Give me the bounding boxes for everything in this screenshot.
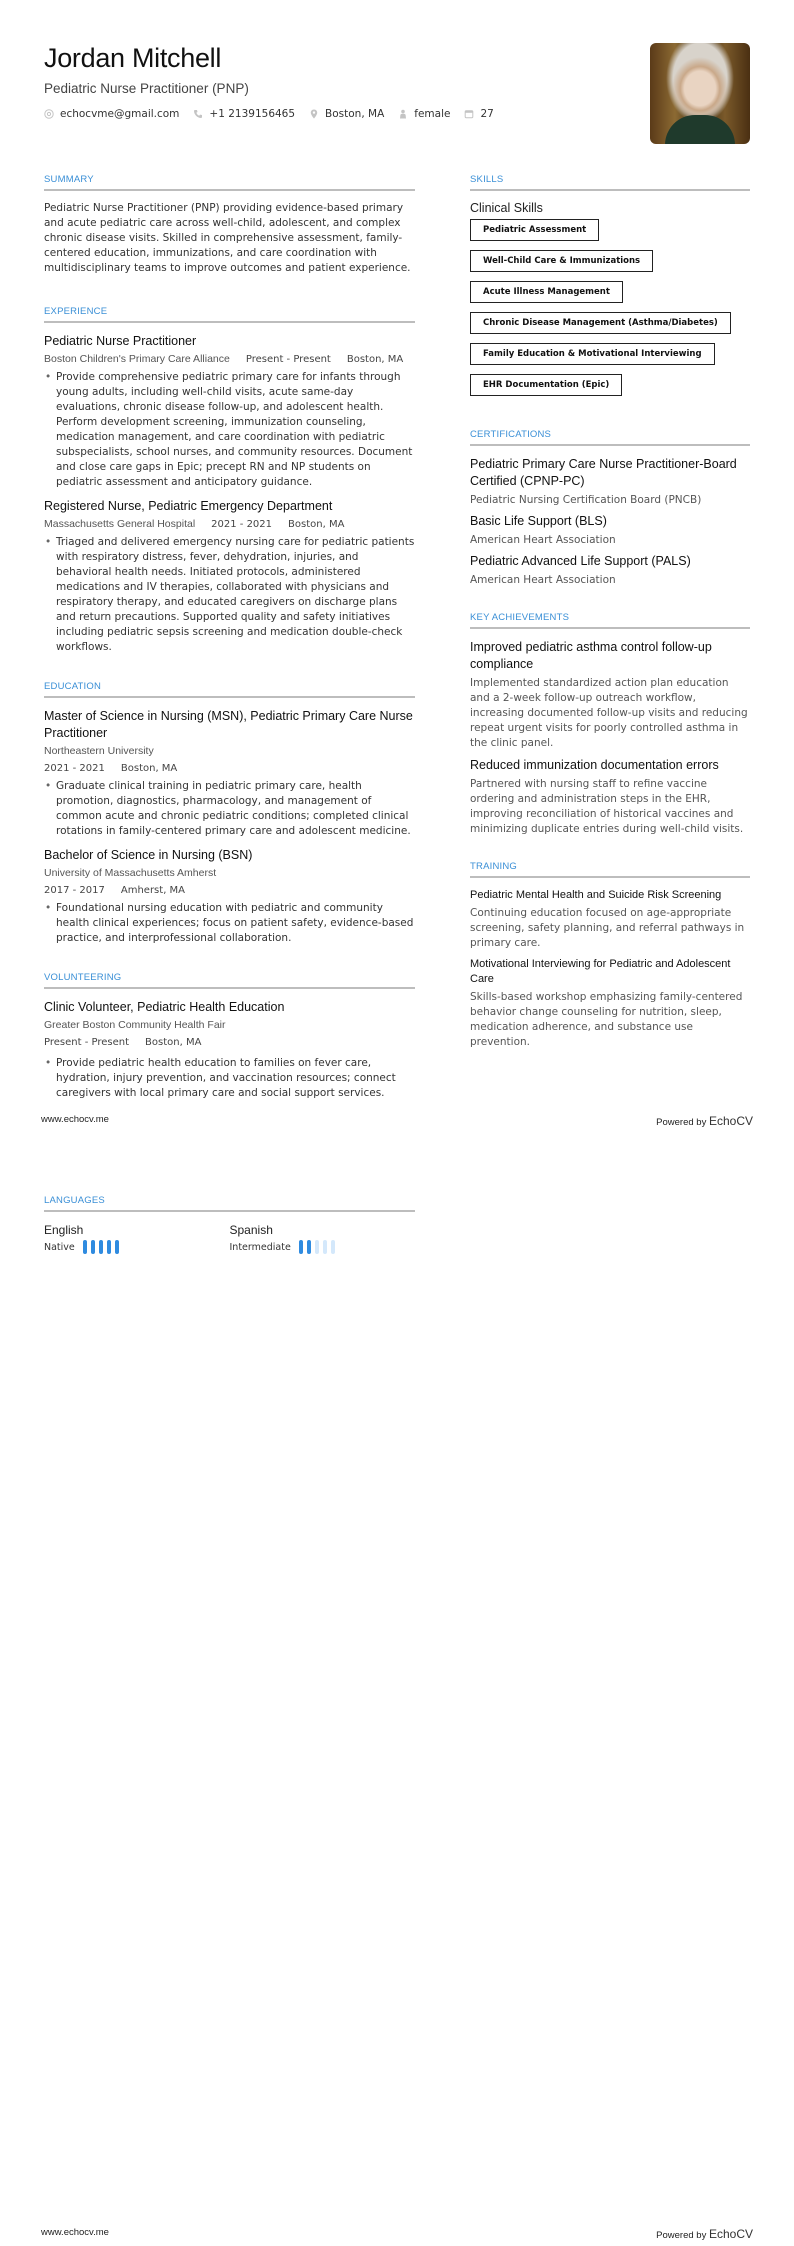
contact-email[interactable] xyxy=(44,108,179,120)
edu-meta xyxy=(44,761,415,776)
calendar-icon xyxy=(464,109,474,119)
proficiency-bar-empty xyxy=(323,1240,327,1254)
skill-tag: Family Education & Motivational Interviewing xyxy=(470,343,715,365)
job-dates: Present - Present xyxy=(245,354,331,365)
education-item xyxy=(44,847,415,946)
candidate-title: Pediatric Nurse Practitioner (PNP) xyxy=(44,81,249,96)
proficiency-bar-empty xyxy=(331,1240,335,1254)
volunteering-item xyxy=(44,999,415,1101)
proficiency-bar-filled xyxy=(115,1240,119,1254)
cert-issuer: Pediatric Nursing Certification Board (PNCB) xyxy=(470,494,702,506)
powered-by-text: Powered by xyxy=(656,2230,707,2241)
summary-section xyxy=(44,174,415,276)
languages-list xyxy=(44,1222,415,1254)
achievement-desc: Partnered with nursing staff to refine vaccine ordering and administration steps in the EHR, improving reconciliation of historical vaccines and minimizing duplicate entries during well-child visits. xyxy=(470,778,744,835)
language-level-row xyxy=(44,1240,230,1254)
contact-gender xyxy=(398,108,450,120)
experience-heading: EXPERIENCE xyxy=(44,306,415,323)
languages-section xyxy=(44,1195,415,1254)
cert-issuer: American Heart Association xyxy=(470,534,616,546)
edu-bullets xyxy=(44,779,415,839)
achievement-desc: Implemented standardized action plan education and a 2-week follow-up outreach workflow, increasing documented follow-up visits and reducing repeat urgent visits for poorly controlled asthma in the clinic panel. xyxy=(470,677,748,749)
school: University of Massachusetts Amherst xyxy=(44,867,217,879)
edu-dates: 2021 - 2021 xyxy=(44,763,105,774)
skill-tags xyxy=(470,219,750,405)
achievements-heading: KEY ACHIEVEMENTS xyxy=(470,612,750,629)
training-title: Pediatric Mental Health and Suicide Risk Screening xyxy=(470,889,722,901)
achievement-title: Reduced immunization documentation errors xyxy=(470,758,719,772)
language-level-row xyxy=(230,1240,416,1254)
summary-heading: SUMMARY xyxy=(44,174,415,191)
achievements-section xyxy=(470,612,750,837)
experience-item xyxy=(44,333,415,490)
experience-item xyxy=(44,498,415,655)
job-title: Pediatric Nurse Practitioner xyxy=(44,334,197,348)
volunteer-dates: Present - Present xyxy=(44,1037,130,1048)
job-bullet: • Provide comprehensive pediatric primary care for infants through young adults, including well-child visits, acute same-day evaluations, chronic disease follow-up, and adolescent health. Perform development screening, immunization counseling, medication management, and care coordination with pediatric subspecialists, school nurses, and community resources. Document and close care gaps in Epic; precept RN and NP students on pediatric assessment and anticipatory guidance. xyxy=(44,370,415,490)
training-heading: TRAINING xyxy=(470,861,750,878)
volunteer-bullet: • Provide pediatric health education to families on fever care, hydration, injury prevention, and vaccination resources; connect caregivers with local primary care and social support services. xyxy=(44,1056,415,1101)
job-dates: 2021 - 2021 xyxy=(211,519,273,530)
edu-meta xyxy=(44,883,415,898)
job-bullet: • Triaged and delivered emergency nursing care for pediatric patients with respiratory distress, fever, dehydration, injuries, and behavioral health needs. Initiated protocols, administered medications and IV therapies, collaborated with physicians and respiratory therapy, and educated caregivers on discharge plans and return precautions. Supported quality and safety initiatives including pediatric sepsis screening and medication double-check workflows. xyxy=(44,535,415,655)
education-item xyxy=(44,708,415,839)
job-location: Boston, MA xyxy=(288,519,345,530)
job-location: Boston, MA xyxy=(346,354,404,365)
school-row xyxy=(44,866,415,881)
brand-name: EchoCV xyxy=(708,2227,753,2241)
skills-heading: SKILLS xyxy=(470,174,750,191)
phone-text: +1 2139156465 xyxy=(209,108,296,120)
skill-tag: Acute Illness Management xyxy=(470,281,623,303)
edu-dates: 2017 - 2017 xyxy=(44,885,105,896)
proficiency-bar-filled xyxy=(91,1240,95,1254)
job-meta xyxy=(44,517,415,532)
right-column xyxy=(470,174,750,1056)
languages-heading: LANGUAGES xyxy=(44,1195,415,1212)
job-meta xyxy=(44,352,415,367)
training-desc: Skills-based workshop emphasizing family-centered behavior change counseling for nutrition, sleep, medication adherence, and substance use prevention. xyxy=(470,991,743,1048)
achievement-item xyxy=(470,757,750,837)
job-bullets xyxy=(44,370,415,490)
brand-name: EchoCV xyxy=(708,1114,753,1128)
language-name: Spanish xyxy=(229,1223,273,1237)
achievement-item xyxy=(470,639,750,751)
experience-section xyxy=(44,306,415,655)
profile-photo xyxy=(650,43,750,144)
edu-location: Boston, MA xyxy=(120,763,178,774)
cert-issuer: American Heart Association xyxy=(470,574,616,586)
contact-row xyxy=(44,108,604,120)
language-level: Native xyxy=(44,1241,75,1253)
person-icon xyxy=(398,109,408,119)
footer-powered-by xyxy=(656,1114,753,1128)
edu-location: Amherst, MA xyxy=(120,885,186,896)
left-column xyxy=(44,174,415,1109)
employer: Massachusetts General Hospital xyxy=(44,518,196,530)
certifications-heading: CERTIFICATIONS xyxy=(470,429,750,446)
at-icon xyxy=(44,109,54,119)
degree: Bachelor of Science in Nursing (BSN) xyxy=(44,848,253,862)
skill-tag: Chronic Disease Management (Asthma/Diabetes) xyxy=(470,312,731,334)
language-name: English xyxy=(44,1223,84,1237)
certifications-section xyxy=(470,429,750,588)
summary-text: Pediatric Nurse Practitioner (PNP) providing evidence-based primary and acute pediatric care across well-child, adolescent, and complex chronic disease visits. Skilled in comprehensive assessment, family-centered education, immunizations, and care coordination with multidisciplinary teams to improve outcomes and patient experience. xyxy=(44,202,411,274)
training-desc: Continuing education focused on age-appropriate screening, safety planning, and referral pathways in primary care. xyxy=(470,907,745,949)
volunteer-location: Boston, MA xyxy=(145,1037,202,1048)
education-section xyxy=(44,681,415,946)
certification-item xyxy=(470,513,750,548)
training-item xyxy=(470,957,750,1050)
contact-age xyxy=(464,108,493,120)
skill-tag: EHR Documentation (Epic) xyxy=(470,374,622,396)
edu-bullet: • Graduate clinical training in pediatric primary care, health promotion, diagnostics, pharmacology, and management of common acute and chronic pediatric conditions; completed clinical rotations in family-centered primary care and adolescent medicine. xyxy=(44,779,415,839)
footer-website-link[interactable]: www.echocv.me xyxy=(41,2227,109,2238)
proficiency-bar-filled xyxy=(83,1240,87,1254)
job-title: Registered Nurse, Pediatric Emergency Department xyxy=(44,499,333,513)
volunteering-section xyxy=(44,972,415,1101)
certification-item xyxy=(470,553,750,588)
proficiency-bar-filled xyxy=(99,1240,103,1254)
achievement-title: Improved pediatric asthma control follow-up compliance xyxy=(470,640,712,671)
skill-tag: Well-Child Care & Immunizations xyxy=(470,250,653,272)
cert-name: Basic Life Support (BLS) xyxy=(470,514,607,528)
contact-phone[interactable] xyxy=(193,108,295,120)
volunteer-org-row xyxy=(44,1018,415,1033)
training-section xyxy=(470,861,750,1050)
location-pin-icon xyxy=(309,109,319,119)
languages-column xyxy=(44,1195,415,1254)
skill-tag: Pediatric Assessment xyxy=(470,219,599,241)
phone-icon xyxy=(193,109,203,119)
edu-bullet: • Foundational nursing education with pediatric and community health clinical experiences; focus on patient safety, evidence-based practice, and interprofessional collaboration. xyxy=(44,901,415,946)
proficiency-bar-empty xyxy=(315,1240,319,1254)
contact-location xyxy=(309,108,384,120)
cert-name: Pediatric Advanced Life Support (PALS) xyxy=(470,554,691,568)
volunteering-heading: VOLUNTEERING xyxy=(44,972,415,989)
cert-name: Pediatric Primary Care Nurse Practitioner-Board Certified (CPNP-PC) xyxy=(470,457,737,488)
training-item xyxy=(470,888,750,951)
volunteer-bullets xyxy=(44,1056,415,1101)
gender-text: female xyxy=(414,108,451,120)
proficiency-bar-filled xyxy=(307,1240,311,1254)
proficiency-bar-filled xyxy=(107,1240,111,1254)
page-footer xyxy=(41,1114,753,1128)
candidate-name: Jordan Mitchell xyxy=(44,43,222,73)
language-item xyxy=(44,1222,230,1254)
education-heading: EDUCATION xyxy=(44,681,415,698)
language-level: Intermediate xyxy=(229,1241,291,1253)
training-title: Motivational Interviewing for Pediatric and Adolescent Care xyxy=(470,958,731,985)
school-row xyxy=(44,744,415,759)
skills-section xyxy=(470,174,750,405)
volunteer-title: Clinic Volunteer, Pediatric Health Education xyxy=(44,1000,285,1014)
skill-group-title: Clinical Skills xyxy=(470,201,543,215)
powered-by-text: Powered by xyxy=(656,1117,707,1128)
resume-header xyxy=(44,42,604,120)
footer-website-link[interactable]: www.echocv.me xyxy=(41,1114,109,1125)
certification-item xyxy=(470,456,750,508)
school: Northeastern University xyxy=(44,745,154,757)
volunteer-org: Greater Boston Community Health Fair xyxy=(44,1019,226,1031)
footer-powered-by xyxy=(656,2227,753,2241)
location-text: Boston, MA xyxy=(325,108,385,120)
employer: Boston Children's Primary Care Alliance xyxy=(44,353,230,365)
language-item xyxy=(230,1222,416,1254)
age-text: 27 xyxy=(480,108,494,120)
job-bullets xyxy=(44,535,415,655)
edu-bullets xyxy=(44,901,415,946)
proficiency-bar-filled xyxy=(299,1240,303,1254)
page-footer-2 xyxy=(41,2227,753,2241)
email-text: echocvme@gmail.com xyxy=(60,108,180,120)
degree: Master of Science in Nursing (MSN), Pediatric Primary Care Nurse Practitioner xyxy=(44,709,413,740)
volunteer-meta xyxy=(44,1035,415,1050)
